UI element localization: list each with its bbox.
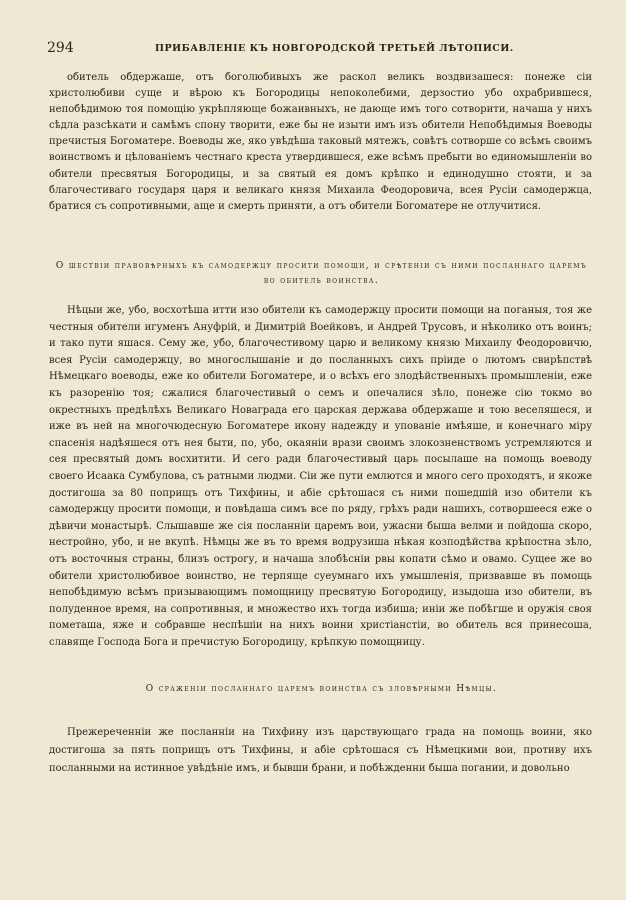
page-header (47, 40, 586, 60)
section-heading-1: О шествіи правовѣрныхъ къ самодержцу просити помощи, и срѣтеніи съ ними посланнаго царемъ во обитель воинства. (55, 261, 588, 286)
paragraph-1: обитель обдержаше, отъ боголюбивыхъ же раскол великъ воздвизашеся: понеже сіи христолюбиви суще и вѣрою къ Богородицы непоколебими, дерзостио убо охрабрившеся, непобѣдимою тоя помощію укрѣпляюще божаивныхъ, не дающе имъ того сотворити, начаша у нихъ сѣдла разсѣкати и самѣмъ спону творити, еже бы не изыти имъ изъ обители Непобѣдимыя Воеводы пречистыя Богоматере. Воеводы же, яко увѣдѣша таковый мятежъ, совѣтъ сотворше со всѣмъ своимъ воинствомъ и цѣлованіемъ честнаго креста утвердившеся, еже всѣмъ пребыти во единомышленіи во обители пресвятыя Богородицы, и за святый ея домъ крѣпко и единодушно стояти, и за благочестиваго государя царя и великаго князя Михаила Феодоровича, всея Русіи самодержца, братися съ сопротивными, аще и смерть приняти, а отъ обители Богоматере не отлучитися. (49, 72, 593, 212)
page-number: 294 (47, 40, 74, 56)
paragraph-2: Нѣцыи же, убо, восхотѣша итти изо обители къ самодержцу просити помощи на поганыя, тоя же честныя обители игуменъ Ануфрій, и Димитрій Воейковъ, и Андрей Трусовъ, и нѣколико отъ воинъ; и тако пути яшася. Сему же, убо, благочестивому царю и великому князю Михаилу Феодоровичю, всея Русіи самодержцу, во многослышаніе и до посланныхъ сихъ пріиде о лютомъ свирѣпствѣ Нѣмецкаго воеводы, еже ко обители Богоматере, и о всѣхъ его злодѣйственныхъ промышленіи, еже къ разоренію тоя; сжалися благочестивый о семъ и опечалися зѣло, понеже сію токмо во окрестныхъ предѣлѣхъ Великаго Новаграда его царская держава обдержаше и тою веселяшеся, и иже въ ней на многочюдесную Богоматере икону надежду и упованіе имѣяше, и конечнаго міру спасенія надѣяшеся отъ нея быти, по, убо, окаяніи врази своимъ злокозненствомъ устремляются и сея пресвятый домъ восхитити. И сего ради благочестивый царь посылаше на помощь воеводу своего Исаака Сумбулова, съ ратными людми. Сіи же пути емлются и много сего проходятъ, и якоже достигоша за 80 поприщъ отъ Тихфины, и абіе срѣтошася съ ними пошедшій изо обители къ самодержцу просити помощи, и повѣдаша симъ все по ряду, грѣхъ ради нашихъ, сотворшееся еже о дѣвичи монастырѣ. Слышавше же сія посланніи царемъ вои, ужасни быша велми и пойдоша скоро, нестройно, убо, и не вкупѣ. Нѣмцы же въ то время водрузиша нѣкая козподѣйства крѣпостна зѣло, отъ восточныя страны, близъ острогу, и начаша злобѣсніи рвы копати сѣмо и овамо. Сущее же во обители христолюбивое воинство, не терпяще суеумнаго ихъ умышленія, призвавше въ помощь непобѣдимую всѣмъ призывающимъ помощницу пресвятую Богородицу, изыдоша изо обители, въ полуденное время, на сопротивныя, и множество ихъ тогда избиша; иніи же побѣгше и оружія своя пометаша, яже и собравше неспѣшіи на нихъ воини христіанстіи, во обитель вся принесоша, славяще Господа Бога и пречистую Богородицу, крѣпкую помощницу. (49, 305, 592, 648)
running-title: ПРИБАВЛЕНІЕ КЪ НОВГОРОДСКОЙ ТРЕТЬЕЙ ЛѢТОПИСИ. (155, 43, 514, 54)
section-heading-2: О сраженіи посланнаго царемъ воинства съ зловѣрными Нѣмцы. (145, 684, 498, 694)
paragraph-3: Прежереченніи же посланніи на Тихфину изъ царствующаго града на помощь воини, яко достигоша за пять поприщъ отъ Тихфины, и абіе срѣтошася съ Нѣмецкими вои, противу ихъ посланными на истинное увѣдѣніе имъ, и бывши брани, и побѣжденни быша погании, и довольно (49, 727, 592, 774)
